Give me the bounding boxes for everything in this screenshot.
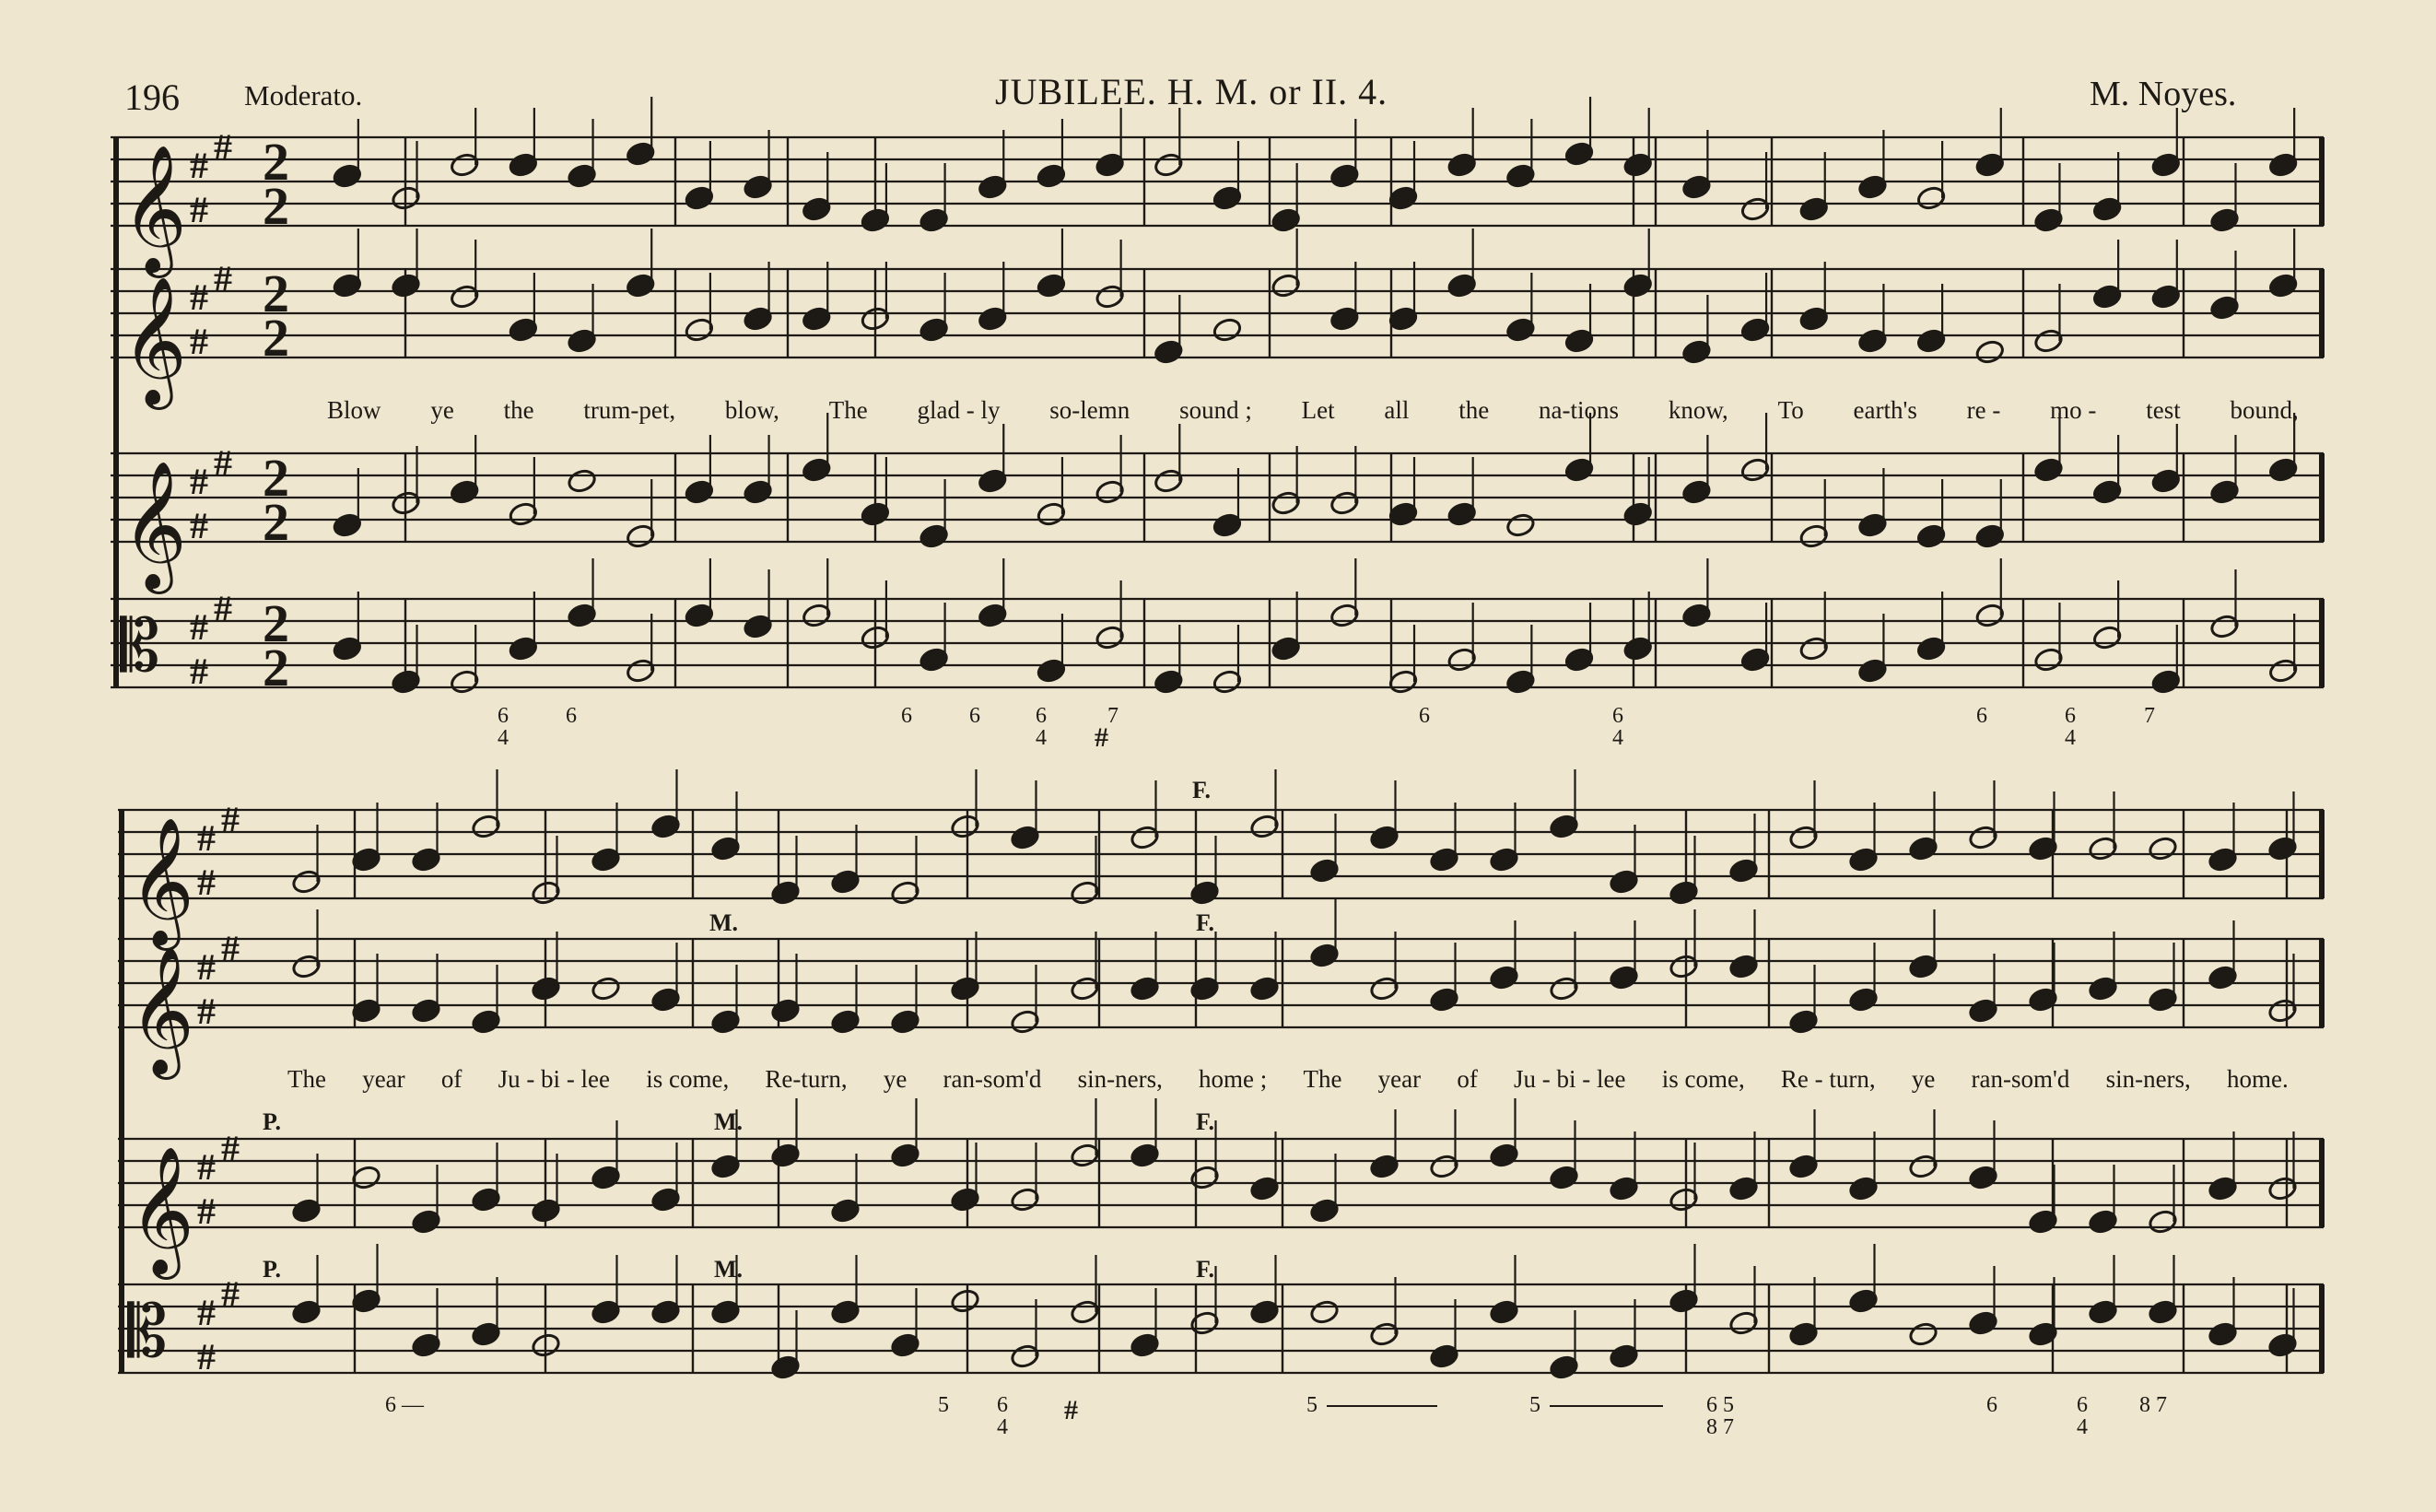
figured-bass-number-lower: 4: [997, 1415, 1008, 1439]
lyric-syllable: Re-turn,: [765, 1065, 848, 1093]
figured-bass-number: 5: [938, 1393, 949, 1417]
time-signature-bottom: 2: [263, 492, 289, 552]
sharp-icon: #: [190, 461, 208, 502]
dynamic-forte: F.: [1196, 909, 1214, 936]
sharp-icon: #: [190, 651, 208, 692]
sharp-icon: #: [190, 321, 208, 362]
composer-name: M. Noyes.: [2090, 75, 2237, 113]
treble-clef-icon: 𝄞: [122, 279, 187, 402]
figured-bass-sharp: #: [1095, 722, 1108, 753]
lyrics-line-1: [327, 396, 2299, 425]
c-clef-icon: 𝄡: [120, 606, 160, 686]
figured-bass-number: 6: [2065, 704, 2076, 728]
lyric-syllable: blow,: [724, 396, 779, 424]
lyric-syllable: re -: [1966, 396, 2001, 424]
treble-clef-icon: 𝄞: [129, 1149, 194, 1272]
lyric-syllable: glad - ly: [917, 396, 1001, 424]
dynamic-forte: F.: [1196, 1256, 1214, 1283]
lyrics-line-2: [287, 1065, 2289, 1094]
lyric-syllable: year: [362, 1065, 405, 1093]
figured-bass-sharp: #: [1064, 1395, 1078, 1425]
dynamic-forte: F.: [1196, 1108, 1214, 1135]
time-signature-top: 2: [263, 593, 289, 653]
sharp-icon: #: [197, 817, 216, 859]
c-clef-icon: 𝄡: [127, 1292, 168, 1372]
figured-bass-number: 6: [901, 704, 912, 728]
lyric-syllable: ye: [1911, 1065, 1936, 1093]
lyric-syllable: is come,: [1661, 1065, 1745, 1093]
tempo-marking: Moderato.: [244, 79, 363, 111]
sharp-icon: #: [190, 606, 208, 648]
figured-bass-number: 6: [2077, 1393, 2088, 1417]
figured-bass-number-lower: 4: [1036, 726, 1047, 750]
lyric-syllable: bound,: [2230, 396, 2299, 424]
lyric-syllable: Blow: [327, 396, 381, 424]
lyric-syllable: the: [503, 396, 534, 424]
lyric-syllable: To: [1777, 396, 1804, 424]
figured-bass-number: 5: [1306, 1393, 1318, 1417]
sharp-icon: #: [197, 861, 216, 903]
half-note: [1974, 339, 2005, 365]
sharp-icon: #: [214, 126, 232, 168]
figured-bass-number: 6: [1976, 704, 1987, 728]
lyric-syllable: so-lemn: [1049, 396, 1130, 424]
sharp-icon: #: [197, 1190, 216, 1232]
sharp-icon: #: [214, 588, 232, 629]
half-note: [1309, 1299, 1340, 1325]
lyric-syllable: year: [1377, 1065, 1422, 1093]
figured-bass-number: 7: [1107, 704, 1118, 728]
figured-bass-number: 7: [2144, 704, 2155, 728]
half-note: [591, 976, 621, 1002]
lyric-syllable: The: [828, 396, 868, 424]
hymn-title: JUBILEE. H. M. or II. 4.: [995, 71, 1388, 112]
sharp-icon: #: [197, 1146, 216, 1188]
time-signature-top: 2: [263, 132, 289, 192]
figured-bass-number: 6: [1612, 704, 1623, 728]
lyric-syllable: trum-pet,: [583, 396, 676, 424]
sharp-icon: #: [221, 928, 240, 969]
time-signature-bottom: 2: [263, 176, 289, 236]
lyric-syllable: home.: [2227, 1065, 2289, 1093]
figured-bass-number-lower: 4: [2077, 1415, 2088, 1439]
lyric-syllable: The: [1303, 1065, 1342, 1093]
time-signature-top: 2: [263, 264, 289, 323]
sharp-icon: #: [221, 1273, 240, 1315]
figured-bass-number: 6: [997, 1393, 1008, 1417]
sharp-icon: #: [214, 442, 232, 484]
sharp-icon: #: [221, 799, 240, 840]
dynamic-mezzo: M.: [714, 1108, 744, 1135]
lyric-syllable: Ju - bi - lee: [498, 1065, 611, 1093]
lyric-syllable: earth's: [1853, 396, 1917, 424]
lyric-syllable: ran-som'd: [943, 1065, 1042, 1093]
time-signature-top: 2: [263, 448, 289, 508]
figured-bass-number: 6: [1986, 1393, 1997, 1417]
half-note: [1505, 512, 1536, 538]
sharp-icon: #: [221, 1128, 240, 1169]
half-note: [2148, 836, 2178, 861]
half-note: [950, 1288, 980, 1314]
half-note: [1212, 317, 1242, 343]
figured-bass-number: 6 —: [385, 1393, 424, 1417]
lyric-syllable: Re - turn,: [1780, 1065, 1876, 1093]
figured-bass-number: 6: [498, 704, 509, 728]
figured-bass-number: 6: [1419, 704, 1430, 728]
figured-bass-number-lower: 4: [2065, 726, 2076, 750]
sharp-icon: #: [197, 1292, 216, 1333]
lyric-syllable: all: [1384, 396, 1410, 424]
lyric-syllable: of: [440, 1065, 463, 1093]
dynamic-piano: P.: [263, 1256, 281, 1283]
dynamic-piano: P.: [263, 1108, 281, 1135]
treble-clef-icon: 𝄞: [129, 820, 194, 943]
figured-bass-number-lower: 8 7: [1706, 1415, 1734, 1439]
lyric-syllable: Let: [1301, 396, 1335, 424]
lyric-syllable: the: [1458, 396, 1490, 424]
treble-clef-icon: 𝄞: [122, 147, 187, 270]
sharp-icon: #: [214, 258, 232, 299]
figured-bass-number: 6: [969, 704, 980, 728]
figured-bass-number-lower: 4: [1612, 726, 1623, 750]
page-number: 196: [124, 76, 180, 118]
half-note: [1908, 1321, 1938, 1347]
lyric-syllable: Ju - bi - lee: [1514, 1065, 1626, 1093]
sharp-icon: #: [197, 1336, 216, 1377]
dynamic-mezzo: M.: [709, 909, 739, 936]
sharp-icon: #: [190, 189, 208, 230]
half-note: [567, 468, 597, 494]
lyric-syllable: na-tions: [1539, 396, 1620, 424]
lyric-syllable: sound ;: [1179, 396, 1252, 424]
dynamic-mezzo: M.: [714, 1256, 744, 1283]
time-signature-bottom: 2: [263, 308, 289, 368]
lyric-syllable: sin-ners,: [2105, 1065, 2191, 1093]
figured-bass-number: 6 5: [1706, 1393, 1734, 1417]
figured-bass-number-lower: 4: [498, 726, 509, 750]
lyric-syllable: test: [2146, 396, 2181, 424]
lyric-syllable: The: [287, 1065, 326, 1093]
lyric-syllable: home ;: [1199, 1065, 1268, 1093]
lyric-syllable: sin-ners,: [1077, 1065, 1163, 1093]
time-signature-bottom: 2: [263, 638, 289, 697]
lyric-syllable: mo -: [2050, 396, 2097, 424]
sharp-icon: #: [190, 145, 208, 186]
lyric-syllable: ran-som'd: [1971, 1065, 2070, 1093]
figured-bass-number: 8 7: [2139, 1393, 2167, 1417]
lyric-syllable: ye: [430, 396, 454, 424]
lyric-syllable: ye: [883, 1065, 908, 1093]
figured-bass-number: 5: [1529, 1393, 1540, 1417]
lyric-syllable: is come,: [646, 1065, 730, 1093]
lyric-syllable: know,: [1668, 396, 1728, 424]
figured-bass-number: 6: [566, 704, 577, 728]
lyric-syllable: of: [1457, 1065, 1478, 1093]
figured-bass-number: 6: [1036, 704, 1047, 728]
sharp-icon: #: [190, 505, 208, 546]
treble-clef-icon: 𝄞: [122, 463, 187, 586]
dynamic-forte: F.: [1192, 777, 1211, 803]
sharp-icon: #: [190, 276, 208, 318]
sharp-icon: #: [197, 990, 216, 1032]
treble-clef-icon: 𝄞: [129, 949, 194, 1072]
sharp-icon: #: [197, 946, 216, 988]
